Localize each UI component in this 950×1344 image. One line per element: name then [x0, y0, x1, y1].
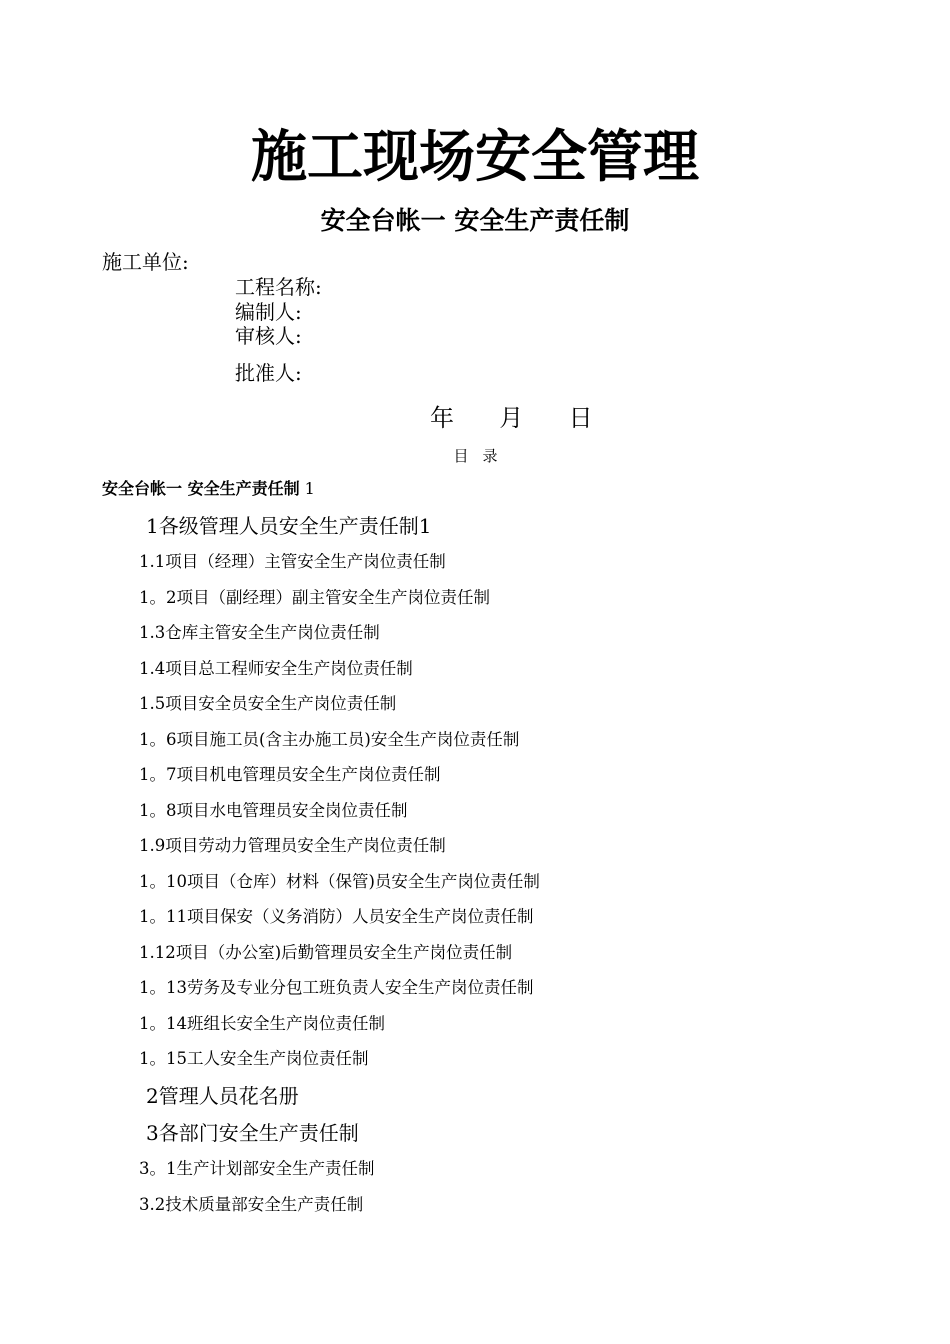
toc-item[interactable]: 3。1生产计划部安全生产责任制: [139, 1159, 375, 1178]
toc-top-entry[interactable]: [102, 481, 315, 497]
toc-section-2[interactable]: 2管理人员花名册: [146, 1084, 299, 1108]
project-field-label: 工程名称:: [235, 275, 322, 299]
unit-field-label: 施工单位:: [102, 250, 189, 274]
approver-field-label: 批准人:: [235, 361, 302, 385]
toc-item[interactable]: 1。8项目水电管理员安全岗位责任制: [139, 800, 408, 820]
toc-heading: 目录: [453, 447, 512, 465]
reviewer-field-label: 审核人:: [235, 324, 302, 348]
toc-item[interactable]: 1。14班组长安全生产岗位责任制: [139, 1013, 385, 1033]
toc-item[interactable]: 1。10项目（仓库）材料（保管)员安全生产岗位责任制: [139, 871, 540, 891]
toc-item[interactable]: 1.3仓库主管安全生产岗位责任制: [139, 623, 380, 642]
date-year: 年: [430, 404, 454, 432]
document-subtitle: 安全台帐一 安全生产责任制: [320, 206, 630, 235]
toc-item[interactable]: 1。6项目施工员(含主办施工员)安全生产岗位责任制: [139, 729, 520, 749]
date-day: 日: [568, 404, 593, 432]
toc-item[interactable]: 1。11项目保安（义务消防）人员安全生产岗位责任制: [139, 907, 534, 926]
toc-top-page: 1: [304, 479, 315, 498]
toc-item[interactable]: 1.12项目（办公室)后勤管理员安全生产岗位责任制: [139, 942, 513, 962]
toc-item[interactable]: 1。7项目机电管理员安全生产岗位责任制: [139, 765, 441, 784]
toc-top-title: 安全台帐一 安全生产责任制: [102, 479, 300, 498]
toc-section-1[interactable]: 1各级管理人员安全生产责任制1: [146, 514, 432, 538]
toc-item[interactable]: 1。2项目（副经理）副主管安全生产岗位责任制: [139, 587, 490, 607]
date-month: 月: [499, 404, 524, 432]
toc-section-3[interactable]: 3各部门安全生产责任制: [146, 1121, 359, 1145]
toc-item[interactable]: 1。15工人安全生产岗位责任制: [139, 1049, 369, 1068]
toc-item[interactable]: 3.2技术质量部安全生产责任制: [139, 1194, 364, 1214]
document-title: 施工现场安全管理: [251, 125, 699, 190]
toc-item[interactable]: 1.9项目劳动力管理员安全生产岗位责任制: [139, 836, 446, 855]
toc-item[interactable]: 1。13劳务及专业分包工班负责人安全生产岗位责任制: [139, 978, 534, 997]
date-line: [430, 406, 593, 430]
toc-item[interactable]: 1.4项目总工程师安全生产岗位责任制: [139, 658, 413, 678]
toc-item[interactable]: 1.5项目安全员安全生产岗位责任制: [139, 694, 397, 713]
toc-item[interactable]: 1.1项目（经理）主管安全生产岗位责任制: [139, 552, 446, 571]
author-field-label: 编制人:: [235, 300, 302, 324]
